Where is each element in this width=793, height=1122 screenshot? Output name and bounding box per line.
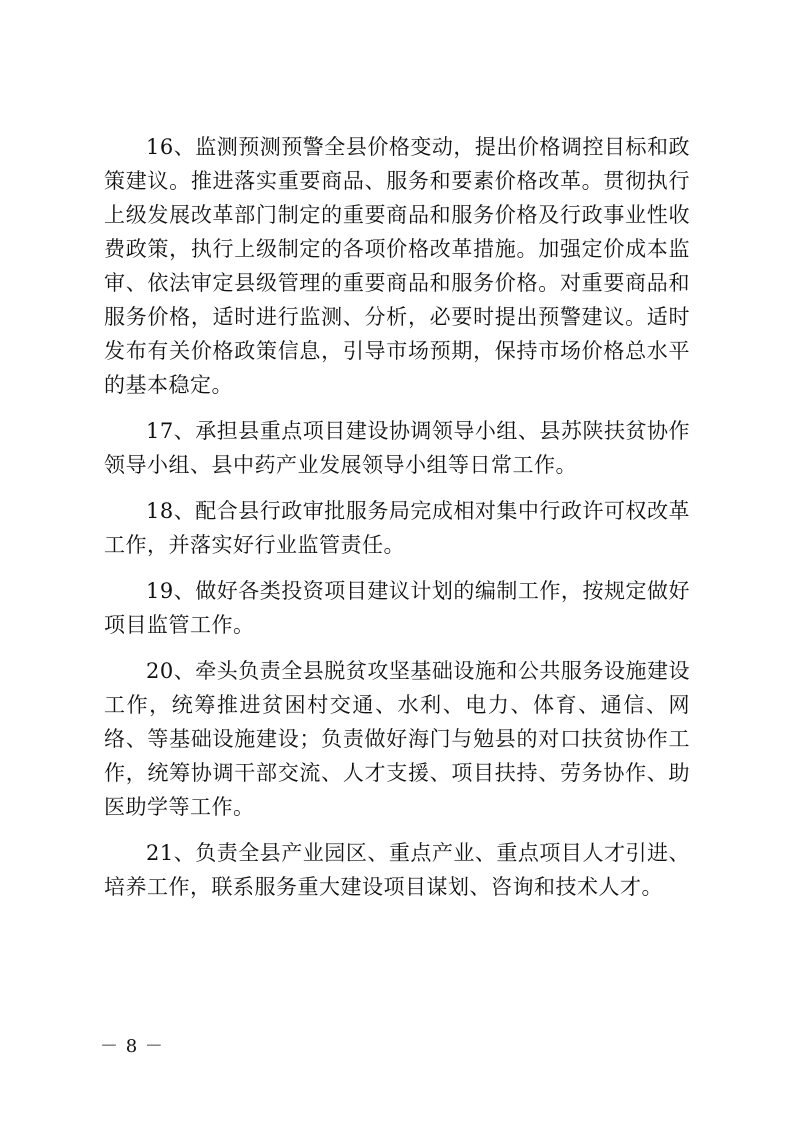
paragraph-19: 19、做好各类投资项目建议计划的编制工作，按规定做好项目监管工作。 bbox=[104, 579, 690, 637]
paragraph-17: 17、承担县重点项目建设协调领导小组、县苏陕扶贫协作领导小组、县中药产业发展领导小组等日常工作。 bbox=[104, 419, 690, 477]
paragraph-21: 21、负责全县产业园区、重点产业、重点项目人才引进、培养工作，联系服务重大建设项目谋划、咨询和技术人才。 bbox=[104, 841, 690, 899]
paragraph-18: 18、配合县行政审批服务局完成相对集中行政许可权改革工作，并落实好行业监管责任。 bbox=[104, 499, 690, 557]
document-body bbox=[104, 130, 690, 916]
paragraph-16: 16、监测预测预警全县价格变动，提出价格调控目标和政策建议。推进落实重要商品、服务和要素价格改革。贯彻执行上级发展改革部门制定的重要商品和服务价格及行政事业性收费政策，执行上级制定的各项价格改革措施。加强定价成本监审、依法审定县级管理的重要商品和服务价格。对重要商品和服务价格，适时进行监测、分析，必要时提出预警建议。适时发布有关价格政策信息，引导市场预期，保持市场价格总水平的基本稳定。 bbox=[104, 135, 690, 397]
page-number: － 8 － bbox=[100, 1036, 164, 1057]
paragraph-20: 20、牵头负责全县脱贫攻坚基础设施和公共服务设施建设工作，统筹推进贫困村交通、水利、电力、体育、通信、网络、等基础设施建设；负责做好海门与勉县的对口扶贫协作工作，统筹协调干部交流、人才支援、项目扶持、劳务协作、助医助学等工作。 bbox=[104, 659, 690, 819]
